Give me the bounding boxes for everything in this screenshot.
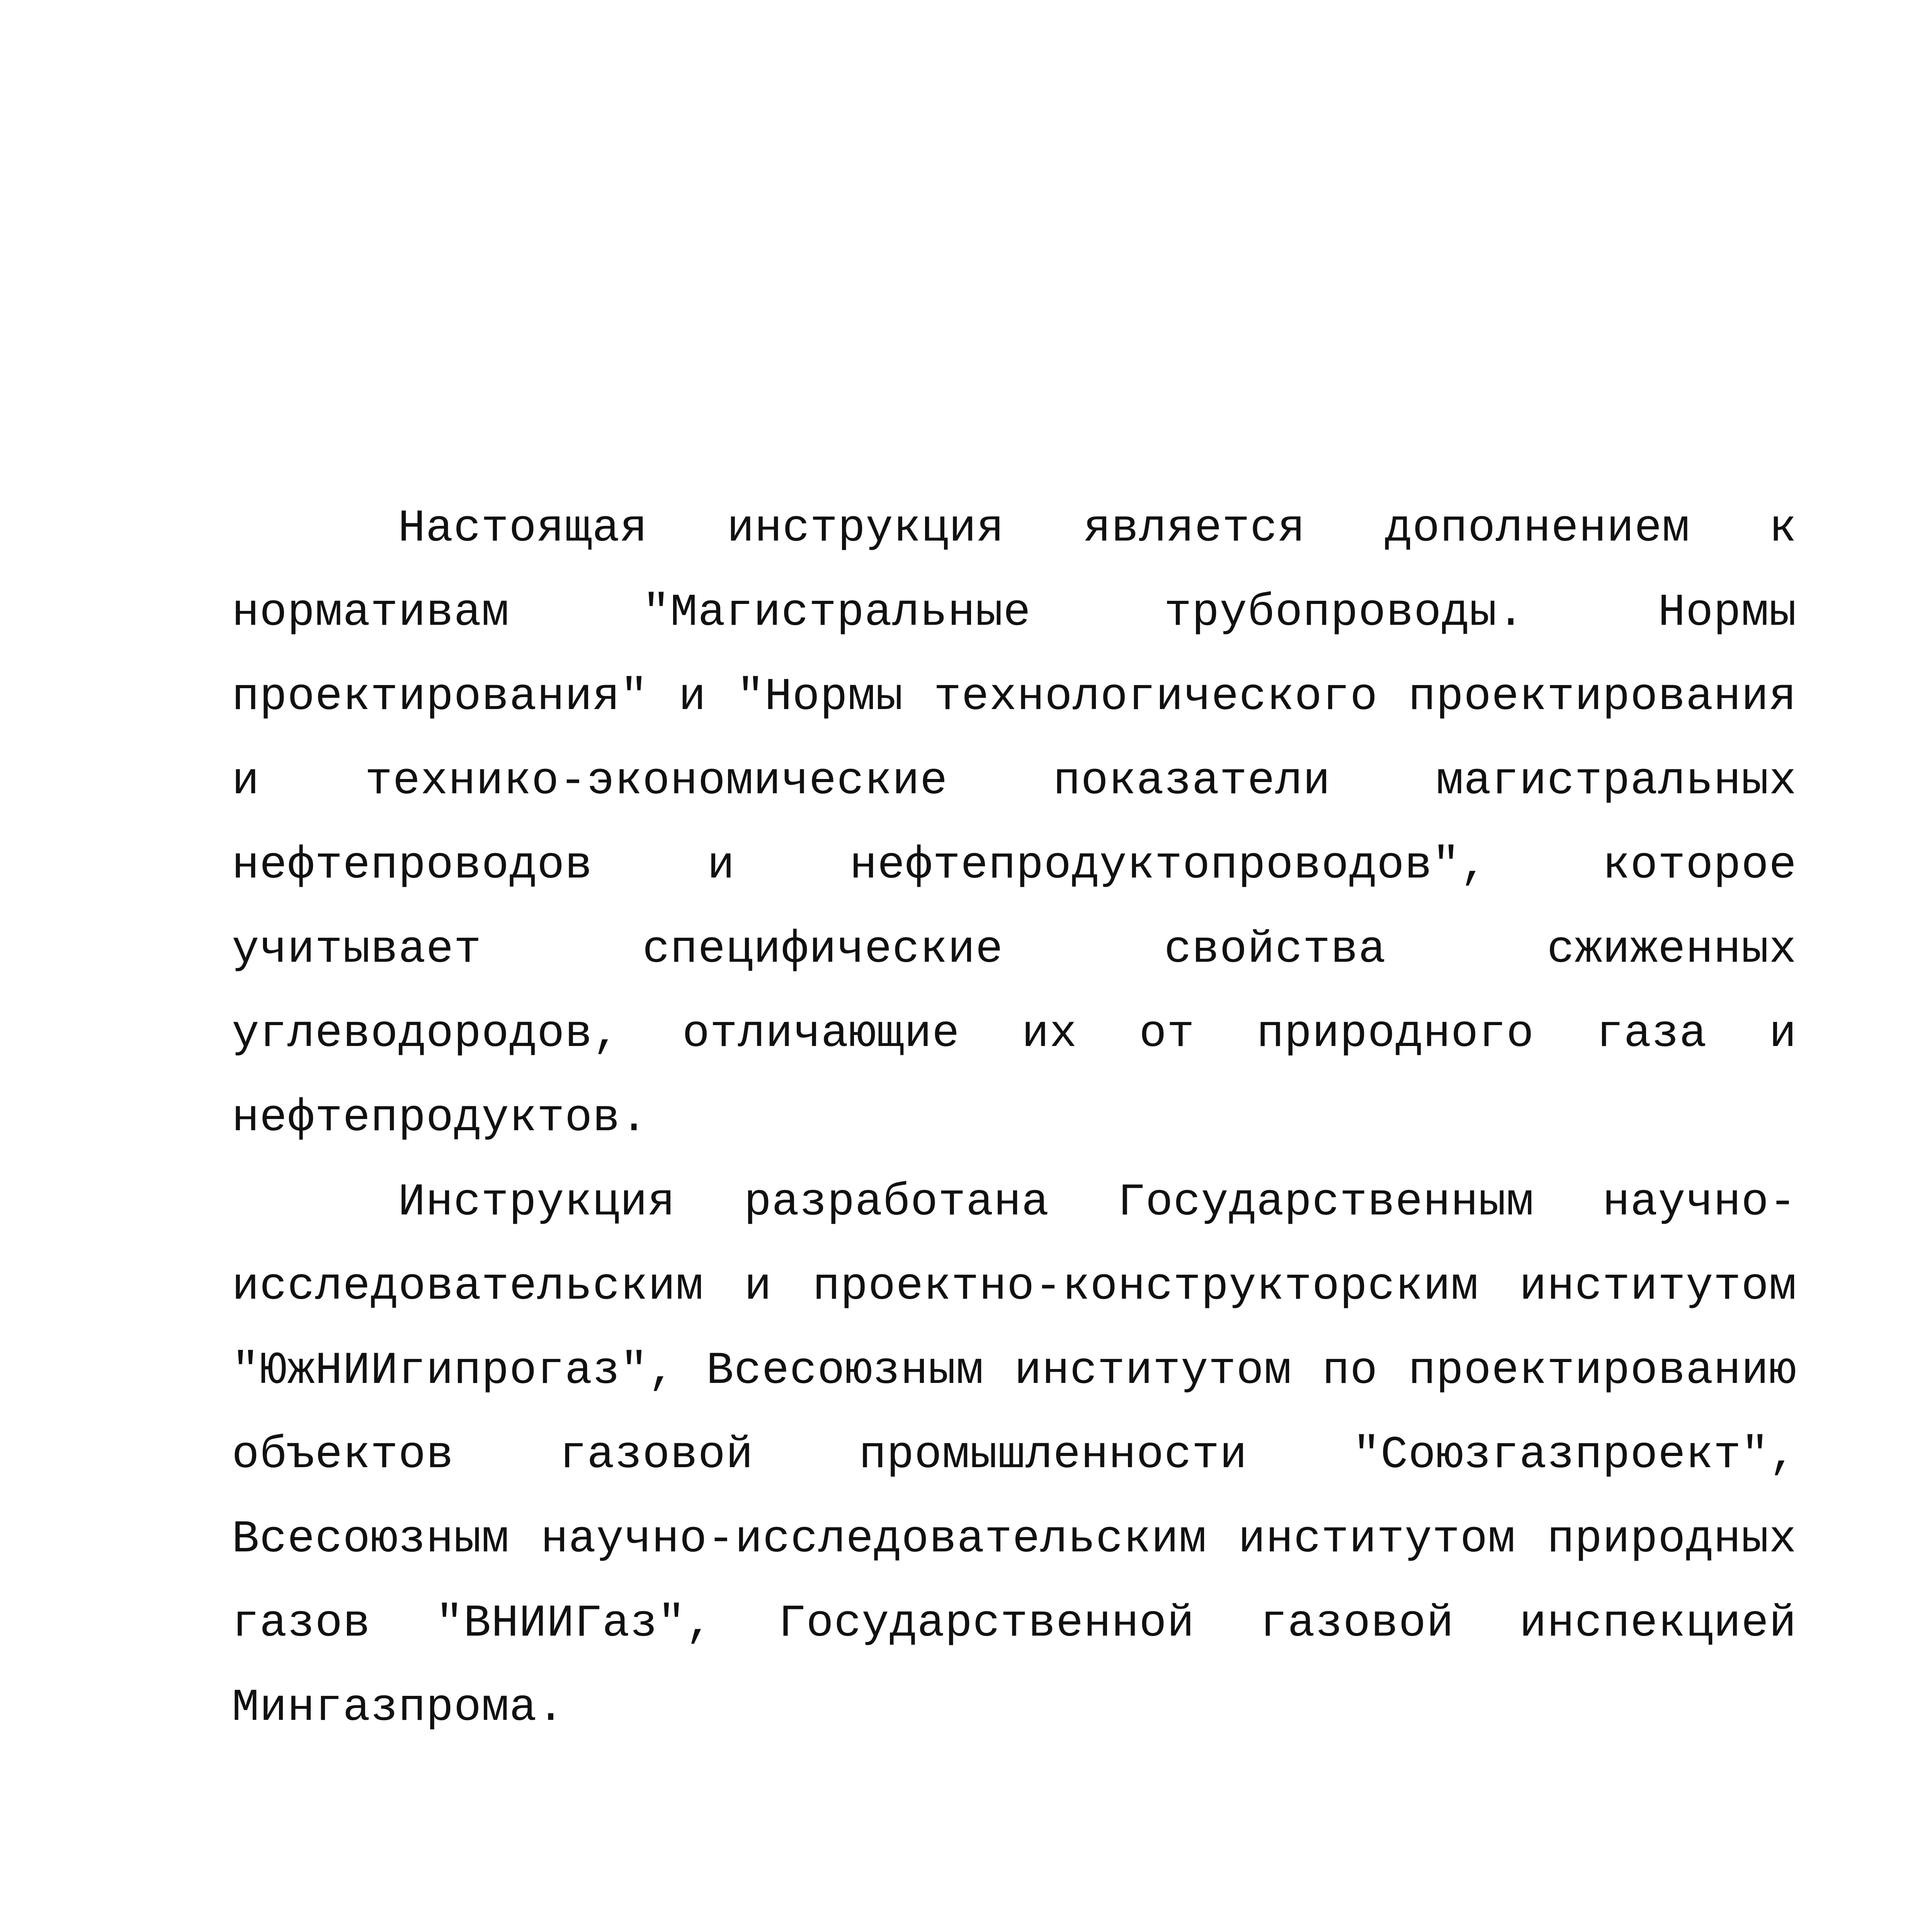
paragraph-purpose: Настоящая инструкция является дополнением к нормативам "Магистральные трубопроводы. Нормы проектирования" и "Нормы технологического проектирования и технико-экономические показатели магистральных нефтепроводов и нефтепродуктопроводов", которое учитывает специфические свойства сжиженных углеводородов, отличающие их от природного газа и нефтепродуктов.	[232, 503, 1797, 1144]
paragraph-authors: Инструкция разработана Государственным научно-исследовательским и проектно-конструкторским институтом "ЮжНИИгипрогаз", Всесоюзным институтом по проектированию объектов газовой промышленности "Союзгазпроект", Всесоюзным научно-исследовательским институтом природных газов "ВНИИГаз", Государственной газовой инспекцией Мингазпрома.	[232, 1177, 1797, 1734]
document-body	[232, 487, 1797, 1750]
